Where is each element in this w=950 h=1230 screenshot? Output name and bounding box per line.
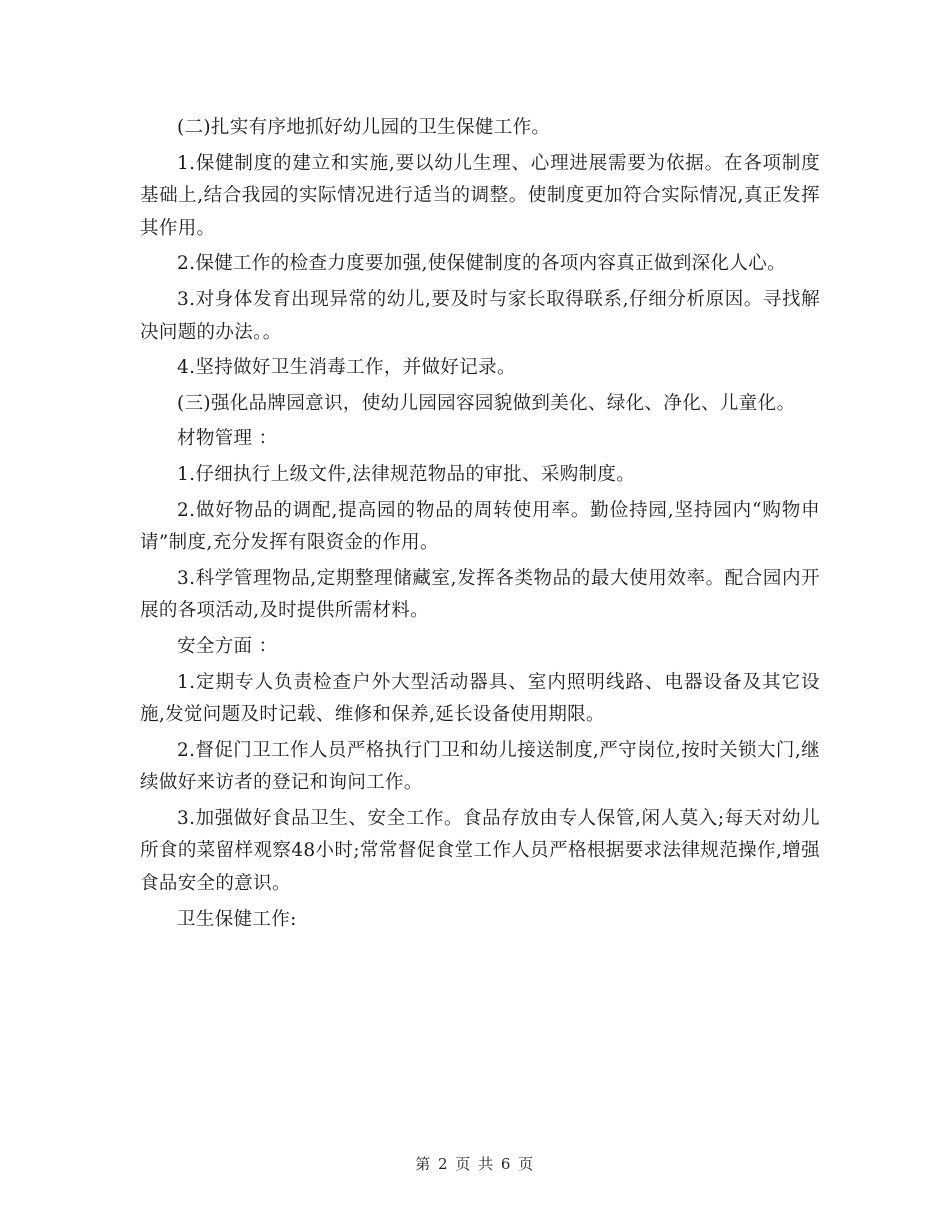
page-number-footer: 第 2 页 共 6 页 — [415, 1155, 535, 1173]
document-page — [140, 112, 820, 939]
paragraph-materials-item-3: 3.科学管理物品,定期整理储藏室,发挥各类物品的最大使用效率。配合园内开展的各项活动,及时提供所需材料。 — [140, 567, 820, 622]
paragraph-materials-heading: 材物管理 ： — [177, 428, 278, 450]
paragraph-materials-item-2: 2.做好物品的调配,提高园的物品的周转使用率。勤俭持园,坚持园内“购物申请”制度,充分发挥有限资金的作用。 — [140, 499, 820, 554]
paragraph-health-item-4: 4.坚持做好卫生消毒工作，并做好记录。 — [177, 357, 516, 379]
paragraph-materials-item-1: 1.仔细执行上级文件,法律规范物品的审批、采购制度。 — [177, 463, 636, 485]
paragraph-health-item-3: 3.对身体发育出现异常的幼儿,要及时与家长取得联系,仔细分析原因。寻找解决问题的办法。。 — [140, 288, 820, 343]
paragraph-hygiene-heading: 卫生保健工作: — [177, 908, 297, 930]
paragraph-health-item-1: 1.保健制度的建立和实施,要以幼儿生理、心理进展需要为依据。在各项制度基础上,结合我园的实际情况进行适当的调整。使制度更加符合实际情况,真正发挥其作用。 — [140, 152, 820, 239]
paragraph-health-item-2: 2.保健工作的检查力度要加强,使保健制度的各项内容真正做到深化人心。 — [177, 253, 786, 275]
paragraph-brand-heading: (三)强化品牌园意识，使幼儿园园容园貌做到美化、绿化、净化、儿童化。 — [177, 392, 796, 414]
paragraph-safety-item-1: 1.定期专人负责检查户外大型活动器具、室内照明线路、电器设备及其它设施,发觉问题及时记载、维修和保养,延长设备使用期限。 — [140, 671, 820, 726]
paragraph-safety-item-3: 3.加强做好食品卫生、安全工作。食品存放由专人保管,闲人莫入;每天对幼儿所食的菜留样观察48小时;常常督促食堂工作人员严格根据要求法律规范操作,增强食品安全的意识。 — [140, 807, 820, 895]
paragraph-health-heading: (二)扎实有序地抓好幼儿园的卫生保健工作。 — [177, 117, 551, 138]
paragraph-safety-heading: 安全方面 ： — [177, 635, 278, 657]
paragraph-safety-item-2: 2.督促门卫工作人员严格执行门卫和幼儿接送制度,严守岗位,按时关锁大门,继续做好来访者的登记和询问工作。 — [140, 739, 820, 794]
